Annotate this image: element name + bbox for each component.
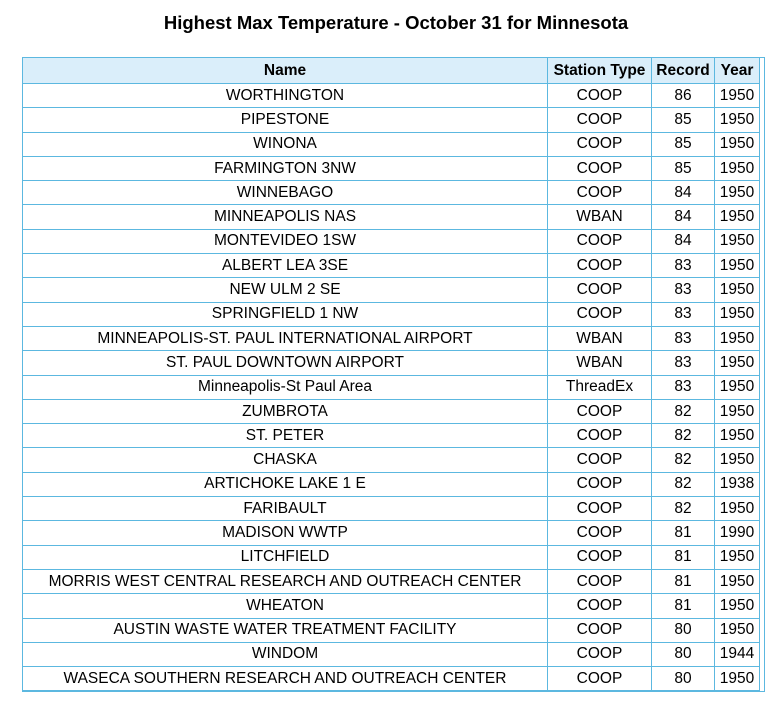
cell-year: 1950: [715, 667, 760, 691]
cell-station-type: COOP: [548, 642, 652, 666]
cell-station-type: COOP: [548, 472, 652, 496]
cell-record: 82: [652, 424, 715, 448]
cell-station-type: COOP: [548, 254, 652, 278]
table-row: [23, 205, 760, 229]
cell-year: 1950: [715, 497, 760, 521]
cell-year: 1950: [715, 448, 760, 472]
cell-year: 1950: [715, 205, 760, 229]
cell-name: MADISON WWTP: [23, 521, 548, 545]
table-row: [23, 254, 760, 278]
cell-name: MINNEAPOLIS-ST. PAUL INTERNATIONAL AIRPORT: [23, 326, 548, 350]
cell-record: 85: [652, 132, 715, 156]
cell-year: 1950: [715, 351, 760, 375]
cell-year: 1950: [715, 84, 760, 108]
cell-record: 84: [652, 181, 715, 205]
cell-year: 1950: [715, 108, 760, 132]
cell-name: FARMINGTON 3NW: [23, 156, 548, 180]
cell-year: 1950: [715, 399, 760, 423]
cell-station-type: COOP: [548, 278, 652, 302]
cell-record: 83: [652, 375, 715, 399]
table-row: [23, 399, 760, 423]
cell-name: NEW ULM 2 SE: [23, 278, 548, 302]
table-row: [23, 132, 760, 156]
cell-year: 1950: [715, 424, 760, 448]
cell-year: 1950: [715, 156, 760, 180]
cell-year: 1950: [715, 181, 760, 205]
cell-name: MORRIS WEST CENTRAL RESEARCH AND OUTREACH CENTER: [23, 569, 548, 593]
cell-name: SPRINGFIELD 1 NW: [23, 302, 548, 326]
cell-name: WINDOM: [23, 642, 548, 666]
cell-record: 82: [652, 399, 715, 423]
cell-name: ARTICHOKE LAKE 1 E: [23, 472, 548, 496]
table-row: [23, 351, 760, 375]
cell-year: 1950: [715, 545, 760, 569]
cell-station-type: COOP: [548, 132, 652, 156]
cell-name: WASECA SOUTHERN RESEARCH AND OUTREACH CENTER: [23, 667, 548, 691]
table-row: [23, 302, 760, 326]
cell-record: 81: [652, 545, 715, 569]
header-year: Year: [715, 58, 760, 84]
table-row: [23, 229, 760, 253]
cell-name: WINONA: [23, 132, 548, 156]
cell-station-type: COOP: [548, 521, 652, 545]
table-row: [23, 569, 760, 593]
cell-record: 85: [652, 156, 715, 180]
cell-station-type: COOP: [548, 108, 652, 132]
cell-station-type: COOP: [548, 618, 652, 642]
cell-year: 1950: [715, 132, 760, 156]
cell-name: AUSTIN WASTE WATER TREATMENT FACILITY: [23, 618, 548, 642]
cell-station-type: COOP: [548, 594, 652, 618]
table-row: [23, 326, 760, 350]
header-record: Record: [652, 58, 715, 84]
cell-station-type: COOP: [548, 156, 652, 180]
cell-name: MINNEAPOLIS NAS: [23, 205, 548, 229]
cell-name: ST. PAUL DOWNTOWN AIRPORT: [23, 351, 548, 375]
cell-year: 1950: [715, 229, 760, 253]
cell-year: 1950: [715, 618, 760, 642]
cell-year: 1950: [715, 278, 760, 302]
cell-name: ST. PETER: [23, 424, 548, 448]
table-row: [23, 181, 760, 205]
cell-station-type: WBAN: [548, 326, 652, 350]
records-table-frame: [22, 57, 765, 692]
cell-station-type: COOP: [548, 181, 652, 205]
cell-station-type: COOP: [548, 545, 652, 569]
cell-station-type: COOP: [548, 448, 652, 472]
cell-year: 1950: [715, 254, 760, 278]
cell-year: 1950: [715, 594, 760, 618]
cell-name: WORTHINGTON: [23, 84, 548, 108]
cell-station-type: WBAN: [548, 351, 652, 375]
cell-record: 83: [652, 254, 715, 278]
table-row: [23, 448, 760, 472]
cell-record: 81: [652, 521, 715, 545]
table-row: [23, 545, 760, 569]
cell-station-type: ThreadEx: [548, 375, 652, 399]
cell-record: 86: [652, 84, 715, 108]
cell-year: 1950: [715, 569, 760, 593]
cell-record: 80: [652, 667, 715, 691]
cell-station-type: WBAN: [548, 205, 652, 229]
cell-name: WHEATON: [23, 594, 548, 618]
records-table: [22, 57, 760, 691]
cell-year: 1944: [715, 642, 760, 666]
table-row: [23, 618, 760, 642]
table-row: [23, 497, 760, 521]
table-row: [23, 278, 760, 302]
table-row: [23, 521, 760, 545]
cell-record: 85: [652, 108, 715, 132]
cell-record: 80: [652, 618, 715, 642]
cell-record: 81: [652, 569, 715, 593]
table-row: [23, 424, 760, 448]
cell-name: PIPESTONE: [23, 108, 548, 132]
cell-station-type: COOP: [548, 667, 652, 691]
table-row: [23, 472, 760, 496]
cell-station-type: COOP: [548, 399, 652, 423]
cell-name: WINNEBAGO: [23, 181, 548, 205]
header-name: Name: [23, 58, 548, 84]
cell-record: 84: [652, 229, 715, 253]
cell-record: 83: [652, 326, 715, 350]
header-row: [23, 58, 760, 84]
table-row: [23, 156, 760, 180]
page-title: Highest Max Temperature - October 31 for Minnesota: [163, 12, 629, 33]
cell-record: 83: [652, 302, 715, 326]
header-station-type: Station Type: [548, 58, 652, 84]
cell-name: Minneapolis-St Paul Area: [23, 375, 548, 399]
cell-name: ALBERT LEA 3SE: [23, 254, 548, 278]
table-row: [23, 375, 760, 399]
cell-station-type: COOP: [548, 424, 652, 448]
table-row: [23, 667, 760, 691]
cell-year: 1938: [715, 472, 760, 496]
table-row: [23, 108, 760, 132]
cell-record: 83: [652, 278, 715, 302]
cell-year: 1950: [715, 326, 760, 350]
cell-name: LITCHFIELD: [23, 545, 548, 569]
cell-record: 84: [652, 205, 715, 229]
cell-year: 1990: [715, 521, 760, 545]
cell-record: 82: [652, 497, 715, 521]
cell-station-type: COOP: [548, 302, 652, 326]
cell-record: 82: [652, 472, 715, 496]
cell-record: 81: [652, 594, 715, 618]
cell-name: MONTEVIDEO 1SW: [23, 229, 548, 253]
cell-name: ZUMBROTA: [23, 399, 548, 423]
table-body: [23, 84, 760, 691]
cell-station-type: COOP: [548, 84, 652, 108]
cell-record: 82: [652, 448, 715, 472]
cell-year: 1950: [715, 302, 760, 326]
table-header: [23, 58, 760, 84]
table-row: [23, 84, 760, 108]
cell-station-type: COOP: [548, 497, 652, 521]
cell-station-type: COOP: [548, 569, 652, 593]
cell-name: FARIBAULT: [23, 497, 548, 521]
table-row: [23, 642, 760, 666]
cell-year: 1950: [715, 375, 760, 399]
cell-name: CHASKA: [23, 448, 548, 472]
table-row: [23, 594, 760, 618]
cell-station-type: COOP: [548, 229, 652, 253]
cell-record: 83: [652, 351, 715, 375]
cell-record: 80: [652, 642, 715, 666]
